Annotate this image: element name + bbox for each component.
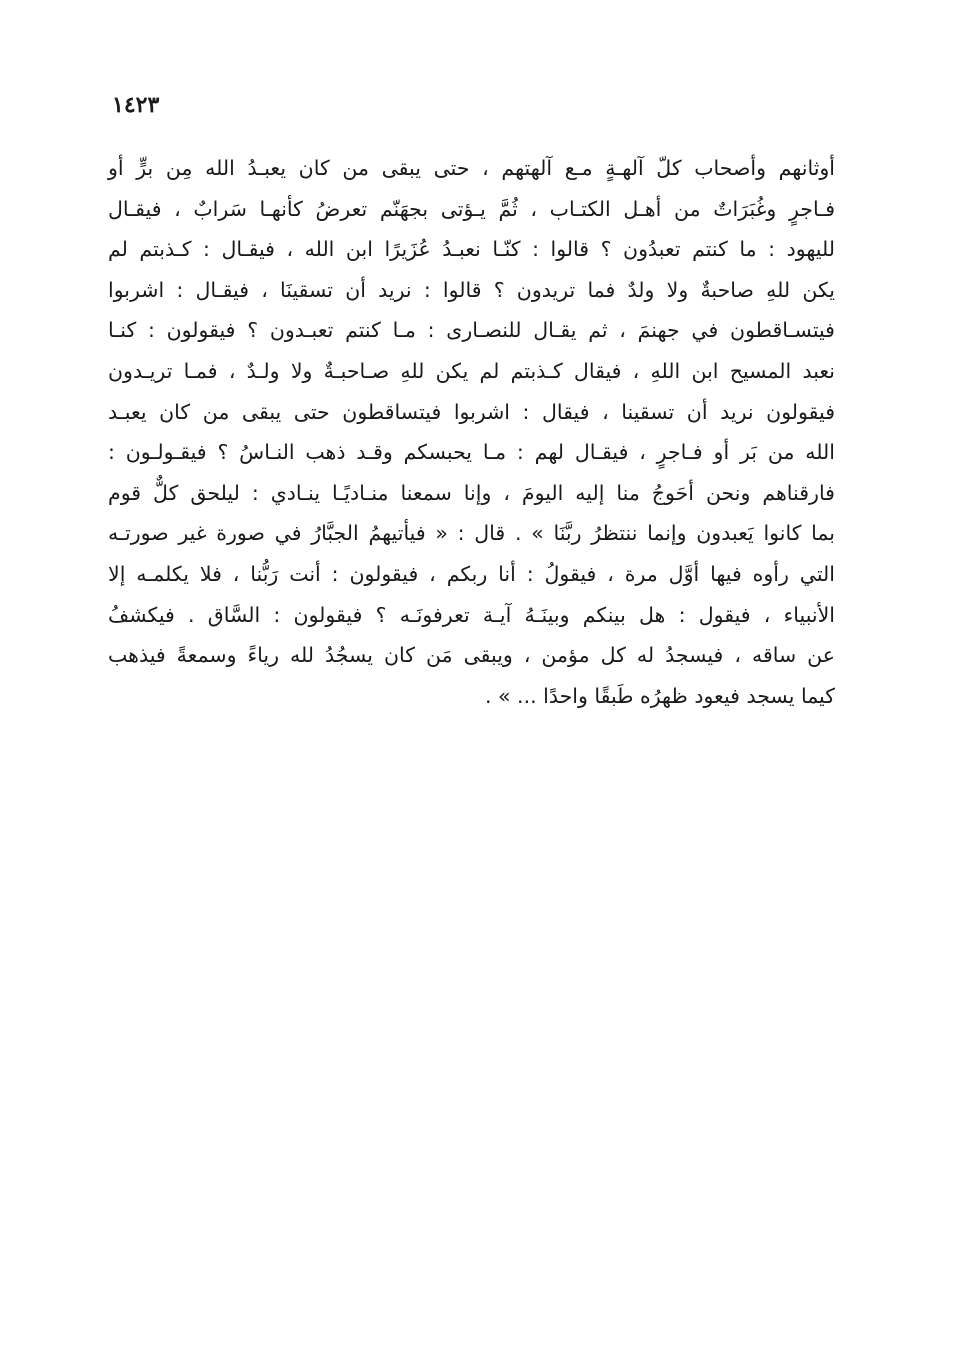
text-line: الأنبياء ، فيقول : هل بينكم وبينَـهُ آيـة تعرفونَـه ؟ فيقولون : السَّاق . فيكشفُ bbox=[108, 602, 835, 627]
text-line: الله من بَر أو فـاجرٍ ، فيقـال لهم : مـا يحبسكم وقـد ذهب النـاسُ ؟ فيقـولـون : bbox=[108, 440, 835, 465]
text-line: فيقولون نريد أن تسقينا ، فيقال : اشربوا فيتساقطون حتى يبقى من كان يعبـد bbox=[108, 399, 835, 424]
page-number: ١٤٢٣ bbox=[112, 92, 160, 118]
text-line: فارقناهم ونحن أحَوجُ منا إليه اليومَ ، وإنا سمعنا منـاديًـا ينـادي : ليلحق كلٌّ قوم bbox=[108, 480, 835, 505]
text-line: التي رأوه فيها أوَّل مرة ، فيقولُ : أنا ربكم ، فيقولون : أنت رَبُّنا ، فلا يكلمـه إلا bbox=[108, 561, 835, 586]
body-text bbox=[108, 148, 835, 716]
text-line: فيتسـاقطون في جهنمَ ، ثم يقـال للنصـارى : مـا كنتم تعبـدون ؟ فيقولون : كنـا bbox=[108, 318, 835, 343]
text-line: لليهود : ما كنتم تعبدُون ؟ قالوا : كنّـا نعبـدُ عُزَيرًا ابن الله ، فيقـال : كـذبتم لم bbox=[108, 237, 835, 262]
text-line: يكن للهِ صاحبةٌ ولا ولدٌ فما تريدون ؟ قالوا : نريد أن تسقينَا ، فيقـال : اشربوا bbox=[108, 277, 835, 302]
text-line: أوثانهم وأصحاب كلّ آلهـةٍ مـع آلهتهم ، حتى يبقى من كان يعبـدُ الله مِن برٍّ أو bbox=[108, 156, 835, 180]
text-line: بما كانوا يَعبدون وإنما ننتظرُ ربَّنَا » . قال : « فيأتيهمُ الجبَّارُ في صورة غير صورتـه bbox=[108, 521, 835, 546]
text-line: كيما يسجد فيعود ظهرُه طَبقًا واحدًا ... » . bbox=[484, 683, 835, 708]
text-line: نعبد المسيح ابن اللهِ ، فيقال كـذبتم لم يكن للهِ صـاحبـةٌ ولا ولـدٌ ، فمـا تريـدون bbox=[108, 358, 835, 383]
text-line: فـاجرٍ وغُبَرَاتٌ من أهـل الكتـاب ، ثُمَّ يـؤتى بجهَنّم تعرضُ كأنهـا سَرابٌ ، فيقـال bbox=[108, 196, 835, 221]
text-line: عن ساقه ، فيسجدُ له كل مؤمن ، ويبقى مَن كان يسجُدُ لله رياءً وسمعةً فيذهب bbox=[108, 643, 835, 668]
